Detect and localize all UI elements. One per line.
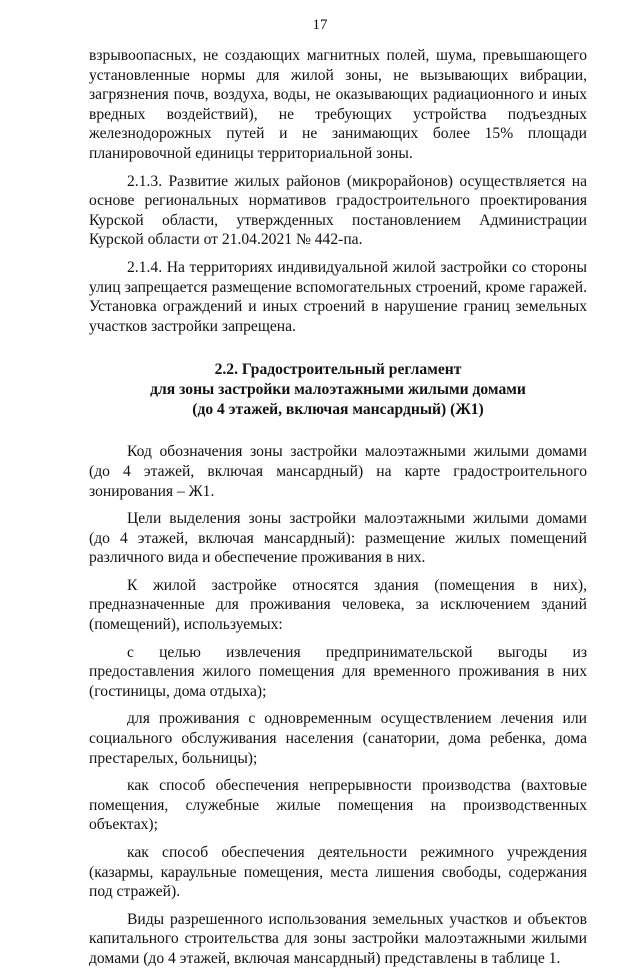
paragraph-exclusion-regime: как способ обеспечения деятельности режимного учреждения (казармы, караульные помещения, места лишения свободы, содержания под стражей). (89, 844, 587, 901)
paragraph-2-1-3: 2.1.3. Развитие жилых районов (микрорайонов) осуществляется на основе региональных нормативов градостроительного проектирования Курской области, утвержденных постановлением Администрации Курской области от 21.04.2021 № 442-па. (89, 172, 587, 249)
heading-line-2: для зоны застройки малоэтажными жилыми домами (150, 381, 526, 399)
paragraph-residential-definition: К жилой застройке относятся здания (помещения в них), предназначенные для проживания человека, за исключением зданий (помещений), используемых: (89, 576, 587, 634)
paragraph-2-1-4: 2.1.4. На территориях индивидуальной жилой застройки со стороны улиц запрещается размещение вспомогательных строений, кроме гаражей. Установка ограждений и иных строений в нарушение границ земельных участков застройки запрещена. (89, 258, 587, 335)
paragraph-zone-code: Код обозначения зоны застройки малоэтажными жилыми домами (до 4 этажей, включая мансардный) на карте градостроительного зонирования – Ж1. (89, 443, 587, 500)
paragraph-zone-goals: Цели выделения зоны застройки малоэтажными жилыми домами (до 4 этажей, включая мансардный): размещение жилых помещений различного вида и обеспечение проживания в них. (89, 510, 587, 567)
paragraph-permitted-uses: Виды разрешенного использования земельных участков и объектов капитального строительства для зоны застройки малоэтажными жилыми домами (до 4 этажей, включая мансардный) представлены в таблице 1. (89, 910, 587, 967)
heading-line-3: (до 4 этажей, включая мансардный) (Ж1) (192, 401, 484, 419)
paragraph-exclusion-medical: для проживания с одновременным осуществлением лечения или социального обслуживания населения (санатории, дома ребенка, дома престарелых, больницы); (89, 710, 587, 767)
paragraph-exclusion-shift: как способ обеспечения непрерывности производства (вахтовые помещения, служебные жилые помещения на производственных объектах); (89, 777, 587, 834)
document-body (89, 46, 587, 969)
paragraph-continuation: взрывоопасных, не создающих магнитных полей, шума, превышающего установленные нормы для жилой зоны, не вызывающих вибрации, загрязнения почв, воздуха, воды, не оказывающих радиационного и иных вредных воздействий), не требующих устройства подъездных железнодорожных путей и не занимающих более 15% площади планировочной единицы территориальной зоны. (89, 47, 587, 162)
page-number: 17 (312, 17, 328, 33)
section-heading (89, 360, 587, 420)
paragraph-exclusion-commercial: с целью извлечения предпринимательской выгоды из предоставления жилого помещения для временного проживания в них (гостиницы, дома отдыха); (89, 643, 587, 700)
heading-line-1: 2.2. Градостроительный регламент (214, 361, 462, 379)
